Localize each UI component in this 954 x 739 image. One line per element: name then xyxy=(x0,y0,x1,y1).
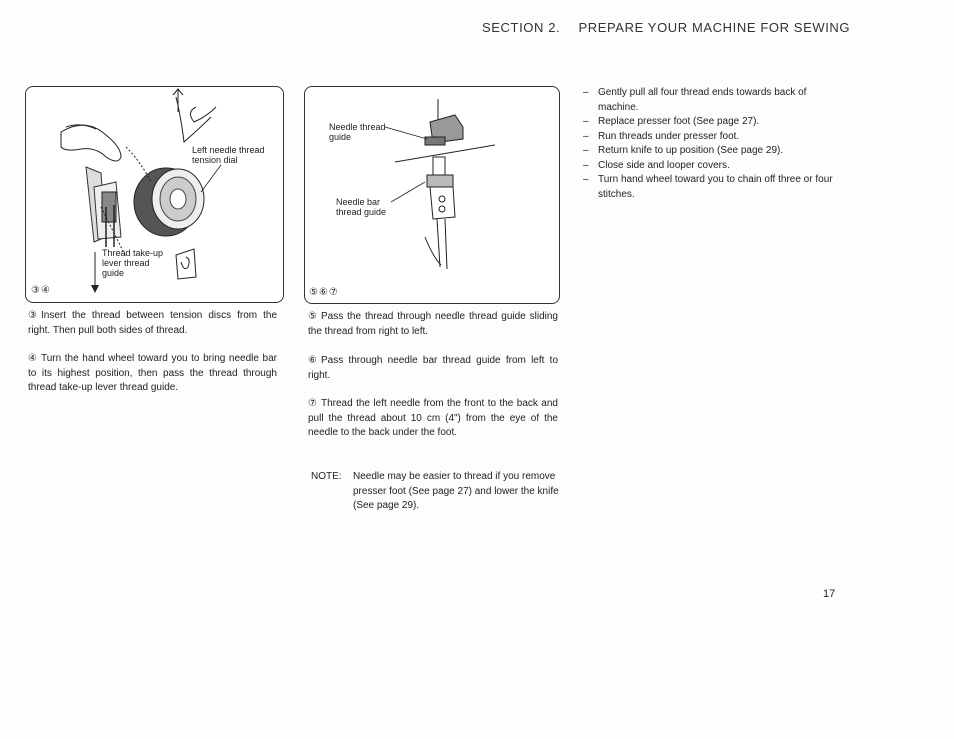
section-title: PREPARE YOUR MACHINE FOR SEWING xyxy=(578,20,851,35)
list-item: – Replace presser foot (See page 27). xyxy=(583,115,841,130)
list-item: – Turn hand wheel toward you to chain off three or four stitches. xyxy=(583,173,841,202)
step-6: ⑥ Pass through needle bar thread guide from left to right. xyxy=(308,355,558,381)
list-item: – Return knife to up position (See page 29). xyxy=(583,144,841,159)
takeup-guide-label: Thread take-up lever thread guide xyxy=(102,248,164,278)
needle-bar-guide-label: Needle bar thread guide xyxy=(336,197,387,217)
note-text: Needle may be easier to thread if you remove presser foot (See page 27) and lower the knife (See page 29). xyxy=(353,471,559,511)
figure-step-numbers: ⑤⑥⑦ xyxy=(309,287,339,298)
step-5: ⑤ Pass the thread through needle thread guide sliding the thread from right to left. xyxy=(308,311,558,337)
final-steps-list xyxy=(583,86,841,202)
figure-tension-dial xyxy=(25,86,284,303)
needle-guide-illustration xyxy=(305,87,559,303)
tension-dial-label: Left needle thread tension dial xyxy=(192,145,265,165)
section-header xyxy=(482,20,850,35)
list-item: – Gently pull all four thread ends towards back of machine. xyxy=(583,86,841,115)
needle-thread-guide-label: Needle thread guide xyxy=(329,122,386,142)
figure-needle-thread-guide xyxy=(304,86,560,304)
step-3: ③ Insert the thread between tension discs from the right. Then pull both sides of thread. xyxy=(28,310,277,336)
note-label: NOTE: xyxy=(311,471,342,482)
section-number: SECTION 2. xyxy=(482,20,561,35)
step-4: ④ Turn the hand wheel toward you to bring needle bar to its highest position, then pass the thread through thread take-up lever thread guide. xyxy=(28,353,277,393)
note xyxy=(311,470,559,514)
figure-step-numbers: ③④ xyxy=(31,285,51,296)
list-item: – Run threads under presser foot. xyxy=(583,130,841,145)
page-number: 17 xyxy=(823,588,836,600)
step-7: ⑦ Thread the left needle from the front to the back and pull the thread about 10 cm (4") from the eye of the needle to the back under the foot. xyxy=(308,398,558,438)
list-item: – Close side and looper covers. xyxy=(583,159,841,174)
